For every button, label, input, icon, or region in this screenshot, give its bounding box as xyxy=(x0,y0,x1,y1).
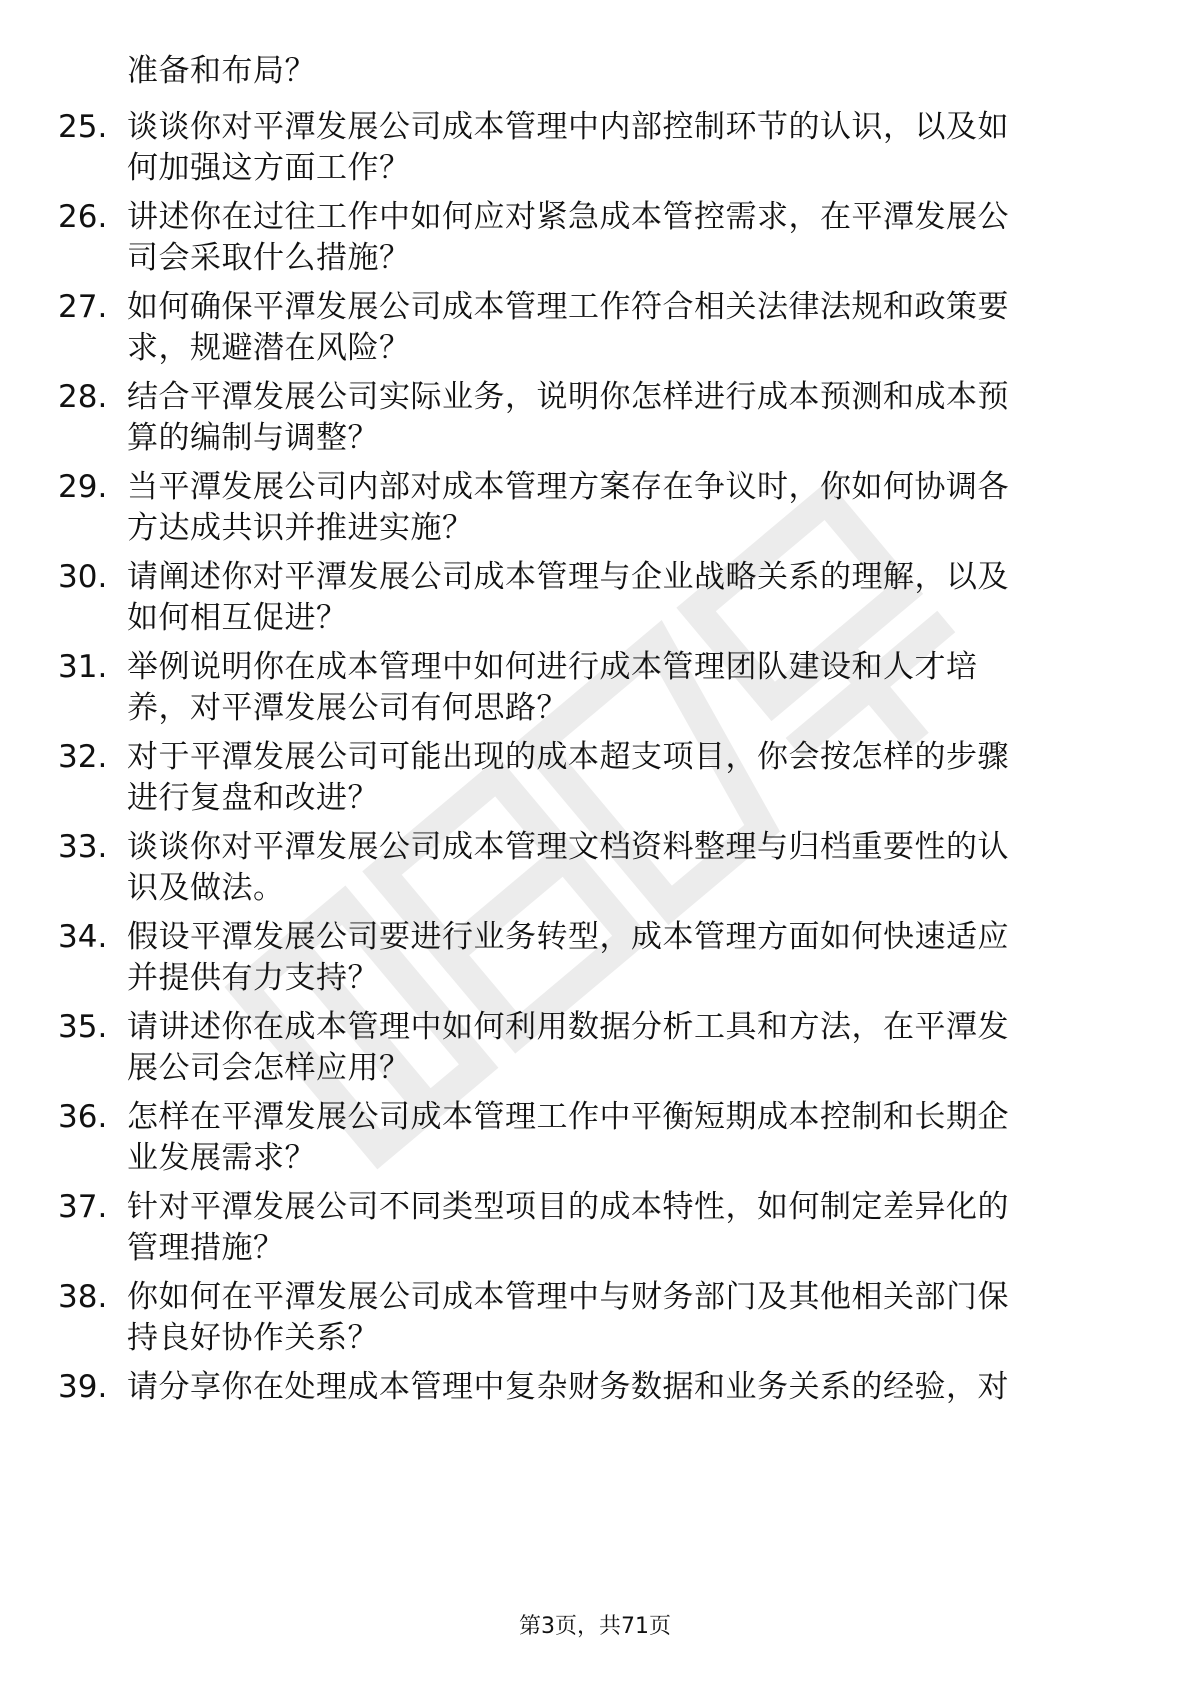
question-number: 35. xyxy=(58,1009,108,1045)
question-text-line: 请讲述你在成本管理中如何利用数据分析工具和方法，在平潭发 xyxy=(127,1009,1009,1045)
question-number: 25. xyxy=(58,109,108,145)
question-text-line: 假设平潭发展公司要进行业务转型，成本管理方面如何快速适应 xyxy=(127,919,1009,955)
question-text-line: 当平潭发展公司内部对成本管理方案存在争议时，你如何协调各 xyxy=(127,469,1009,505)
question-text-line: 谈谈你对平潭发展公司成本管理中内部控制环节的认识，以及如 xyxy=(127,109,1009,145)
question-number: 27. xyxy=(58,289,108,325)
question-text-line: 业发展需求？ xyxy=(127,1140,316,1176)
question-text-line: 识及做法。 xyxy=(127,870,285,906)
question-text-line: 算的编制与调整？ xyxy=(127,420,379,456)
question-text-line: 方达成共识并推进实施？ xyxy=(127,510,474,546)
question-number: 26. xyxy=(58,199,108,235)
question-number: 33. xyxy=(58,829,108,865)
question-number: 36. xyxy=(58,1099,108,1135)
question-number: 39. xyxy=(58,1369,108,1405)
question-text-line: 谈谈你对平潭发展公司成本管理文档资料整理与归档重要性的认 xyxy=(127,829,1009,865)
question-text-line: 何加强这方面工作？ xyxy=(127,150,411,186)
question-text-line: 对于平潭发展公司可能出现的成本超支项目，你会按怎样的步骤 xyxy=(127,739,1009,775)
question-text-line: 结合平潭发展公司实际业务，说明你怎样进行成本预测和成本预 xyxy=(127,379,1009,415)
question-number: 38. xyxy=(58,1279,108,1315)
question-text-line: 你如何在平潭发展公司成本管理中与财务部门及其他相关部门保 xyxy=(127,1279,1009,1315)
page-footer: 第3页，共71页 xyxy=(519,1614,671,1639)
question-text-line: 举例说明你在成本管理中如何进行成本管理团队建设和人才培 xyxy=(127,649,978,685)
question-number: 34. xyxy=(58,919,108,955)
question-number: 29. xyxy=(58,469,108,505)
question-text-line: 进行复盘和改进？ xyxy=(127,780,379,816)
question-text-line: 针对平潭发展公司不同类型项目的成本特性，如何制定差异化的 xyxy=(127,1189,1009,1225)
question-number: 28. xyxy=(58,379,108,415)
question-text-line: 求，规避潜在风险？ xyxy=(127,330,411,366)
question-text-line: 并提供有力支持？ xyxy=(127,960,379,996)
question-number: 31. xyxy=(58,649,108,685)
question-text-line: 养，对平潭发展公司有何思路？ xyxy=(127,690,568,726)
question-text-line: 展公司会怎样应用？ xyxy=(127,1050,411,1086)
question-number: 32. xyxy=(58,739,108,775)
question-number: 37. xyxy=(58,1189,108,1225)
question-number: 30. xyxy=(58,559,108,595)
question-text-line: 如何确保平潭发展公司成本管理工作符合相关法律法规和政策要 xyxy=(127,289,1009,325)
question-text-line: 准备和布局？ xyxy=(127,53,316,89)
question-text-line: 请阐述你对平潭发展公司成本管理与企业战略关系的理解，以及 xyxy=(127,559,1009,595)
question-text-line: 请分享你在处理成本管理中复杂财务数据和业务关系的经验，对 xyxy=(127,1369,1009,1405)
question-text-line: 怎样在平潭发展公司成本管理工作中平衡短期成本控制和长期企 xyxy=(127,1099,1009,1135)
question-text-line: 讲述你在过往工作中如何应对紧急成本管控需求，在平潭发展公 xyxy=(127,199,1009,235)
question-text-line: 司会采取什么措施？ xyxy=(127,240,411,276)
question-text-line: 如何相互促进？ xyxy=(127,600,348,636)
question-text-line: 持良好协作关系？ xyxy=(127,1320,379,1356)
question-text-line: 管理措施？ xyxy=(127,1230,285,1266)
